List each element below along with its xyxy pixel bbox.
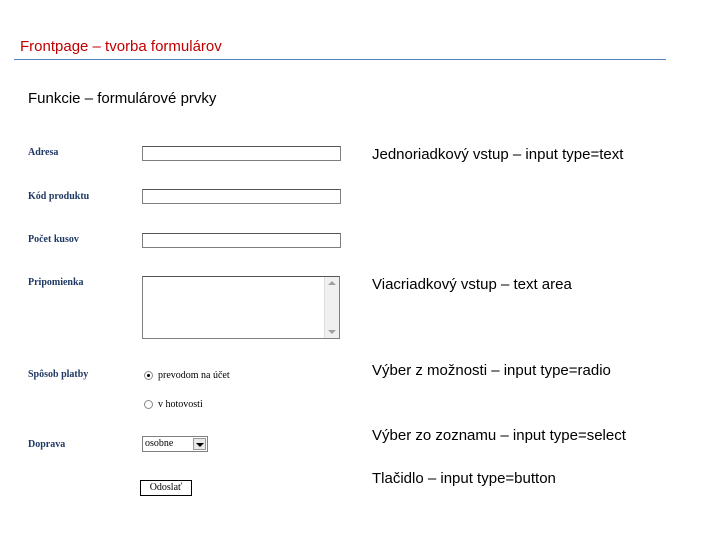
slide-subtitle: Funkcie – formulárové prvky [28, 90, 217, 107]
textarea-scrollbar[interactable] [324, 277, 339, 338]
radio-option-hotovost[interactable] [144, 398, 203, 410]
kod-produktu-input[interactable] [142, 189, 341, 204]
desc-text-input: Jednoriadkový vstup – input type=text [372, 146, 624, 163]
title-divider [14, 59, 666, 60]
radio-option-prevod[interactable] [144, 369, 230, 381]
chevron-down-icon[interactable] [193, 438, 206, 450]
doprava-select[interactable] [142, 436, 208, 452]
pripomienka-textarea[interactable] [142, 276, 340, 339]
label-adresa: Adresa [28, 147, 59, 158]
slide-title: Frontpage – tvorba formulárov [20, 38, 222, 55]
label-kod-produktu: Kód produktu [28, 191, 90, 202]
select-value: osobne [145, 438, 174, 449]
desc-radio: Výber z možnosti – input type=radio [372, 362, 611, 379]
desc-button: Tlačidlo – input type=button [372, 470, 556, 487]
desc-textarea: Viacriadkový vstup – text area [372, 276, 572, 293]
radio-label-hotovost: v hotovosti [158, 398, 203, 410]
label-pocet-kusov: Počet kusov [28, 234, 79, 245]
pocet-kusov-input[interactable] [142, 233, 341, 248]
radio-label-prevod: prevodom na účet [158, 369, 230, 381]
radio-button-checked[interactable] [144, 371, 153, 380]
adresa-input[interactable] [142, 146, 341, 161]
label-sposob-platby: Spôsob platby [28, 369, 89, 380]
label-pripomienka: Pripomienka [28, 277, 84, 288]
scroll-down-arrow-icon[interactable] [328, 330, 336, 334]
submit-button[interactable]: Odoslať [140, 480, 192, 496]
desc-select: Výber zo zoznamu – input type=select [372, 427, 626, 444]
scroll-up-arrow-icon[interactable] [328, 281, 336, 285]
radio-button[interactable] [144, 400, 153, 409]
label-doprava: Doprava [28, 439, 66, 450]
